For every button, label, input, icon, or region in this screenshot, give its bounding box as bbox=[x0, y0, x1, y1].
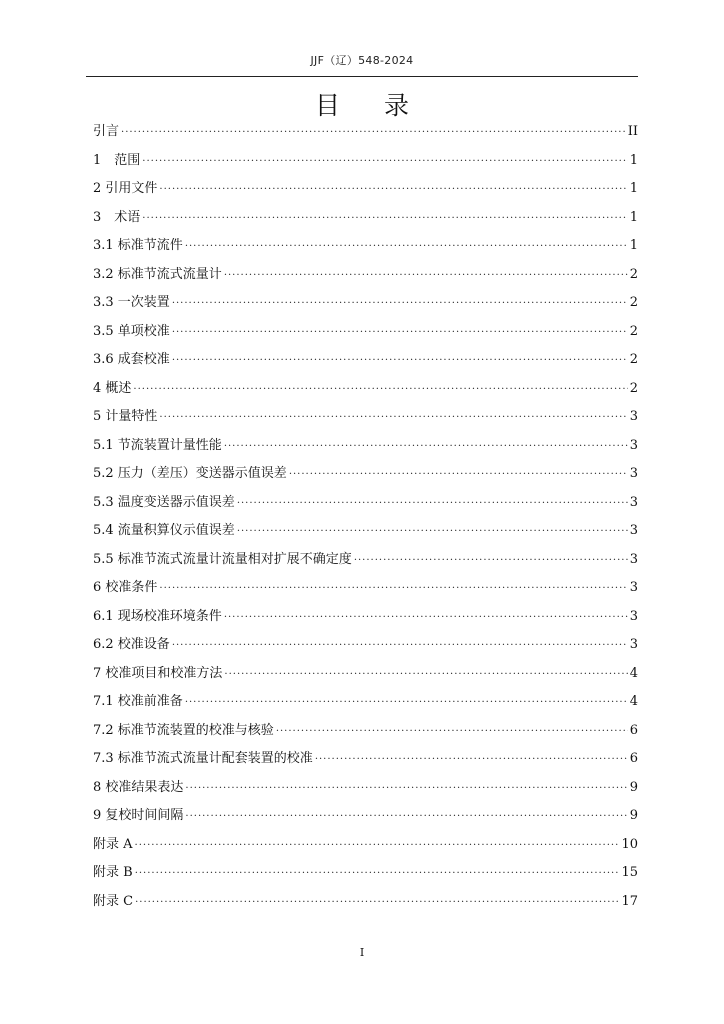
dot-leader bbox=[185, 685, 628, 715]
toc-entry-label: 6.2 校准设备 bbox=[93, 637, 170, 652]
toc-entry-page: II bbox=[627, 124, 638, 139]
toc-entry-label: 3.6 成套校准 bbox=[93, 352, 170, 367]
toc-entry[interactable] bbox=[93, 489, 638, 518]
toc-entry-label: 6.1 现场校准环境条件 bbox=[93, 608, 222, 624]
toc-entry-label: 7 校准项目和校准方法 bbox=[93, 665, 223, 681]
toc-entry[interactable] bbox=[93, 204, 638, 233]
toc-entry[interactable] bbox=[93, 517, 638, 546]
toc-entry[interactable] bbox=[93, 859, 638, 888]
toc-entry-label: 9 复校时间间隔 bbox=[93, 808, 184, 823]
document-code-header: JJF（辽）548-2024 bbox=[310, 54, 414, 67]
toc-entry-page: 6 bbox=[629, 722, 638, 738]
toc-entry-label: 附录 B bbox=[93, 865, 133, 880]
dot-leader bbox=[142, 201, 627, 231]
toc-entry-page: 3 bbox=[629, 637, 638, 652]
toc-entry-label: 2 引用文件 bbox=[93, 181, 158, 196]
toc-entry[interactable] bbox=[93, 432, 638, 461]
toc-entry[interactable] bbox=[93, 261, 638, 290]
toc-entry-page: 9 bbox=[629, 779, 638, 795]
dot-leader bbox=[142, 144, 627, 174]
page-title: 目录 bbox=[314, 91, 453, 120]
toc-entry[interactable] bbox=[93, 774, 638, 803]
toc-entry-page: 1 bbox=[629, 152, 638, 168]
dot-leader bbox=[121, 115, 626, 145]
toc-entry-label: 3.5 单项校准 bbox=[93, 323, 170, 339]
header-divider bbox=[86, 76, 638, 77]
toc-entry[interactable] bbox=[93, 660, 638, 689]
toc-entry[interactable] bbox=[93, 717, 638, 746]
toc-entry-label: 5.5 标准节流式流量计流量相对扩展不确定度 bbox=[93, 551, 352, 567]
dot-leader bbox=[133, 372, 627, 402]
dot-leader bbox=[159, 571, 627, 601]
toc-entry-label: 3.2 标准节流式流量计 bbox=[93, 266, 222, 282]
toc-entry-page: 3 bbox=[629, 523, 638, 538]
toc-entry-page: 1 bbox=[629, 181, 638, 196]
toc-entry-page: 17 bbox=[621, 893, 638, 909]
toc-entry-page: 3 bbox=[629, 437, 638, 453]
toc-entry-page: 15 bbox=[621, 865, 638, 880]
toc-entry-label: 5 计量特性 bbox=[93, 409, 158, 424]
toc-entry-label: 3 术语 bbox=[93, 209, 141, 225]
toc-entry[interactable] bbox=[93, 631, 638, 660]
toc-entry-page: 1 bbox=[629, 209, 638, 225]
dot-leader bbox=[185, 229, 628, 259]
toc-entry[interactable] bbox=[93, 289, 638, 318]
toc-entry-page: 4 bbox=[629, 694, 638, 709]
toc-entry-label: 1 范围 bbox=[93, 152, 141, 168]
toc-entry[interactable] bbox=[93, 574, 638, 603]
dot-leader bbox=[224, 600, 628, 630]
toc-entry-page: 2 bbox=[629, 295, 638, 310]
toc-entry[interactable] bbox=[93, 318, 638, 347]
toc-entry-page: 2 bbox=[629, 323, 638, 339]
dot-leader bbox=[315, 742, 628, 772]
toc-entry[interactable] bbox=[93, 546, 638, 575]
toc-entry-label: 6 校准条件 bbox=[93, 580, 158, 595]
toc-entry[interactable] bbox=[93, 147, 638, 176]
dot-leader bbox=[159, 400, 627, 430]
toc-entry-label: 4 概述 bbox=[93, 380, 132, 396]
toc-entry-label: 3.1 标准节流件 bbox=[93, 238, 183, 253]
toc-entry-page: 3 bbox=[629, 409, 638, 424]
dot-leader bbox=[224, 429, 628, 459]
dot-leader bbox=[172, 315, 628, 345]
toc-entry-page: 2 bbox=[629, 352, 638, 367]
toc-entry[interactable] bbox=[93, 375, 638, 404]
dot-leader bbox=[237, 486, 628, 516]
dot-leader bbox=[135, 828, 620, 858]
toc-entry-label: 3.3 一次装置 bbox=[93, 295, 170, 310]
toc-entry-page: 9 bbox=[629, 808, 638, 823]
toc-entry-page: 3 bbox=[629, 466, 638, 481]
dot-leader bbox=[224, 657, 627, 687]
toc-entry-page: 10 bbox=[621, 836, 638, 852]
toc-entry[interactable] bbox=[93, 460, 638, 489]
toc-entry-page: 3 bbox=[629, 608, 638, 624]
dot-leader bbox=[159, 172, 627, 202]
dot-leader bbox=[135, 856, 620, 886]
toc-entry[interactable] bbox=[93, 175, 638, 204]
toc-entry-label: 5.4 流量积算仪示值误差 bbox=[93, 523, 235, 538]
toc-entry-label: 附录 A bbox=[93, 836, 133, 852]
dot-leader bbox=[224, 258, 628, 288]
toc-entry-label: 引言 bbox=[93, 124, 120, 139]
toc-entry-page: 4 bbox=[629, 665, 638, 681]
dot-leader bbox=[172, 286, 628, 316]
toc-entry[interactable] bbox=[93, 888, 638, 917]
toc-entry-label: 5.2 压力（差压）变送器示值误差 bbox=[93, 466, 287, 481]
toc-entry[interactable] bbox=[93, 745, 638, 774]
dot-leader bbox=[172, 343, 628, 373]
toc-entry-page: 3 bbox=[629, 494, 638, 510]
dot-leader bbox=[354, 543, 628, 573]
toc-entry-label: 7.2 标准节流装置的校准与核验 bbox=[93, 722, 274, 738]
toc-entry-page: 3 bbox=[629, 580, 638, 595]
toc-entry-page: 6 bbox=[629, 751, 638, 766]
dot-leader bbox=[135, 885, 619, 915]
dot-leader bbox=[237, 514, 628, 544]
toc-entry[interactable] bbox=[93, 831, 638, 860]
toc-entry-label: 7.1 校准前准备 bbox=[93, 694, 183, 709]
toc-entry-label: 5.1 节流装置计量性能 bbox=[93, 437, 222, 453]
dot-leader bbox=[185, 771, 627, 801]
toc-entry-label: 8 校准结果表达 bbox=[93, 779, 184, 795]
toc-entry[interactable] bbox=[93, 403, 638, 432]
toc-entry[interactable] bbox=[93, 603, 638, 632]
page-number: I bbox=[359, 946, 365, 959]
dot-leader bbox=[185, 799, 627, 829]
toc-entry-page: 3 bbox=[629, 551, 638, 567]
toc-entry-label: 7.3 标准节流式流量计配套装置的校准 bbox=[93, 751, 313, 766]
toc-entry-page: 1 bbox=[629, 238, 638, 253]
dot-leader bbox=[289, 457, 628, 487]
toc-entry-page: 2 bbox=[629, 380, 638, 396]
table-of-contents bbox=[93, 118, 638, 916]
toc-entry[interactable] bbox=[93, 802, 638, 831]
toc-entry[interactable] bbox=[93, 346, 638, 375]
toc-entry-label: 附录 C bbox=[93, 893, 134, 909]
toc-entry-label: 5.3 温度变送器示值误差 bbox=[93, 494, 235, 510]
toc-entry[interactable] bbox=[93, 232, 638, 261]
toc-entry[interactable] bbox=[93, 118, 638, 147]
toc-entry-page: 2 bbox=[629, 266, 638, 282]
dot-leader bbox=[172, 628, 628, 658]
dot-leader bbox=[276, 714, 628, 744]
toc-entry[interactable] bbox=[93, 688, 638, 717]
